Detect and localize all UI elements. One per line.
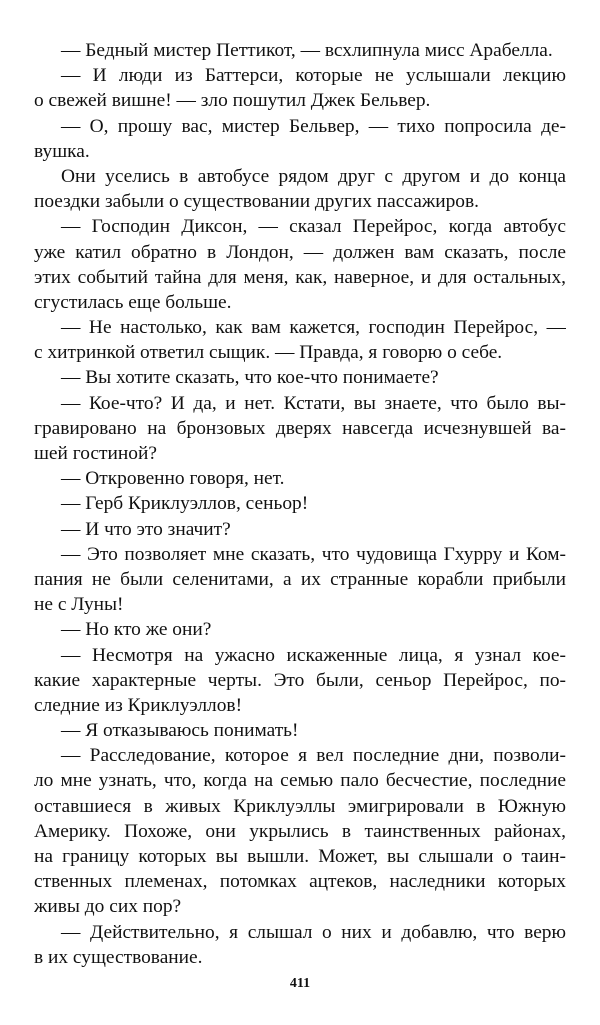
text-line: в их существование. [34, 946, 203, 968]
text-line: уже катил обратно в Лондон, — должен вам сказать, после [34, 241, 566, 263]
text-line: — Откровенно говоря, нет. [61, 468, 285, 490]
paragraph [34, 391, 566, 467]
paragraph [34, 164, 566, 214]
book-page-text [34, 38, 566, 970]
text-line: — О, прошу вас, мистер Бельвер, — тихо попросила де- [61, 115, 566, 137]
text-line: — Это позволяет мне сказать, что чудовища Гхурру и Ком- [61, 543, 566, 565]
text-line: какие характерные черты. Это были, сеньор Перейрос, по- [34, 669, 566, 691]
text-line: этих событий тайна для меня, как, наверное, и для остальных, [34, 266, 566, 288]
text-line: следние из Криклуэллов! [34, 694, 243, 716]
text-line: с хитринкой ответил сыщик. — Правда, я говорю о себе. [34, 342, 503, 364]
text-line: — Но кто же они? [61, 619, 212, 641]
text-line: ственных племенах, потомках ацтеков, наследники которых [34, 871, 566, 893]
text-line: — Бедный мистер Петтикот, — всхлипнула мисс Арабелла. [61, 40, 553, 61]
text-line: живы до сих пор? [34, 896, 182, 918]
paragraph [34, 365, 566, 390]
text-line: — И люди из Баттерси, которые не услышали лекцию [61, 65, 566, 87]
text-line: сгустилась еще больше. [34, 291, 232, 313]
paragraph [34, 491, 566, 516]
paragraph [34, 517, 566, 542]
text-line: не с Луны! [34, 594, 124, 616]
text-line: вушка. [34, 140, 90, 162]
text-line: — Я отказываюсь понимать! [61, 720, 299, 742]
text-line: на границу которых вы вышли. Может, вы слышали о таин- [34, 846, 566, 867]
paragraph [34, 920, 566, 970]
text-line: — И что это значит? [61, 518, 231, 540]
text-line: поездки забыли о существовании других пассажиров. [34, 191, 480, 213]
text-line: пания не были селенитами, а их странные корабли прибыли [34, 568, 566, 590]
text-line: Они уселись в автобусе рядом друг с другом и до конца [61, 165, 566, 187]
text-line: — Вы хотите сказать, что кое-что понимаете? [61, 367, 439, 389]
paragraph [34, 718, 566, 743]
text-line: о свежей вишне! — зло пошутил Джек Бельвер. [34, 90, 431, 112]
paragraph [34, 114, 566, 164]
text-line: — Расследование, которое я вел последние дни, позволи- [61, 745, 566, 767]
text-line: — Кое-что? И да, и нет. Кстати, вы знаете, что было вы- [61, 392, 566, 414]
text-line: — Несмотря на ужасно искаженные лица, я узнал кое- [61, 644, 566, 666]
text-line: — Не настолько, как вам кажется, господин Перейрос, — [61, 317, 566, 339]
text-line: оставшиеся в живых Криклуэллы эмигрировали в Южную [34, 795, 566, 817]
paragraph [34, 643, 566, 719]
paragraph [34, 617, 566, 642]
paragraph [34, 542, 566, 618]
text-line: — Герб Криклуэллов, сеньор! [61, 493, 309, 515]
paragraph [34, 315, 566, 365]
paragraph [34, 743, 566, 919]
paragraph [34, 466, 566, 491]
text-line: Америку. Похоже, они укрылись в таинственных районах, [34, 820, 566, 842]
paragraph [34, 63, 566, 113]
text-line: — Господин Диксон, — сказал Перейрос, когда автобус [61, 216, 566, 238]
paragraph [34, 214, 566, 315]
text-line: — Действительно, я слышал о них и добавлю, что верю [61, 921, 566, 943]
page-number: 411 [289, 976, 311, 991]
text-line: шей гостиной? [34, 443, 157, 464]
text-line: гравировано на бронзовых дверях навсегда исчезнувшей ва- [34, 417, 566, 439]
paragraph [34, 38, 566, 63]
text-line: ло мне узнать, что, когда на семью пало бесчестие, последние [34, 770, 566, 792]
